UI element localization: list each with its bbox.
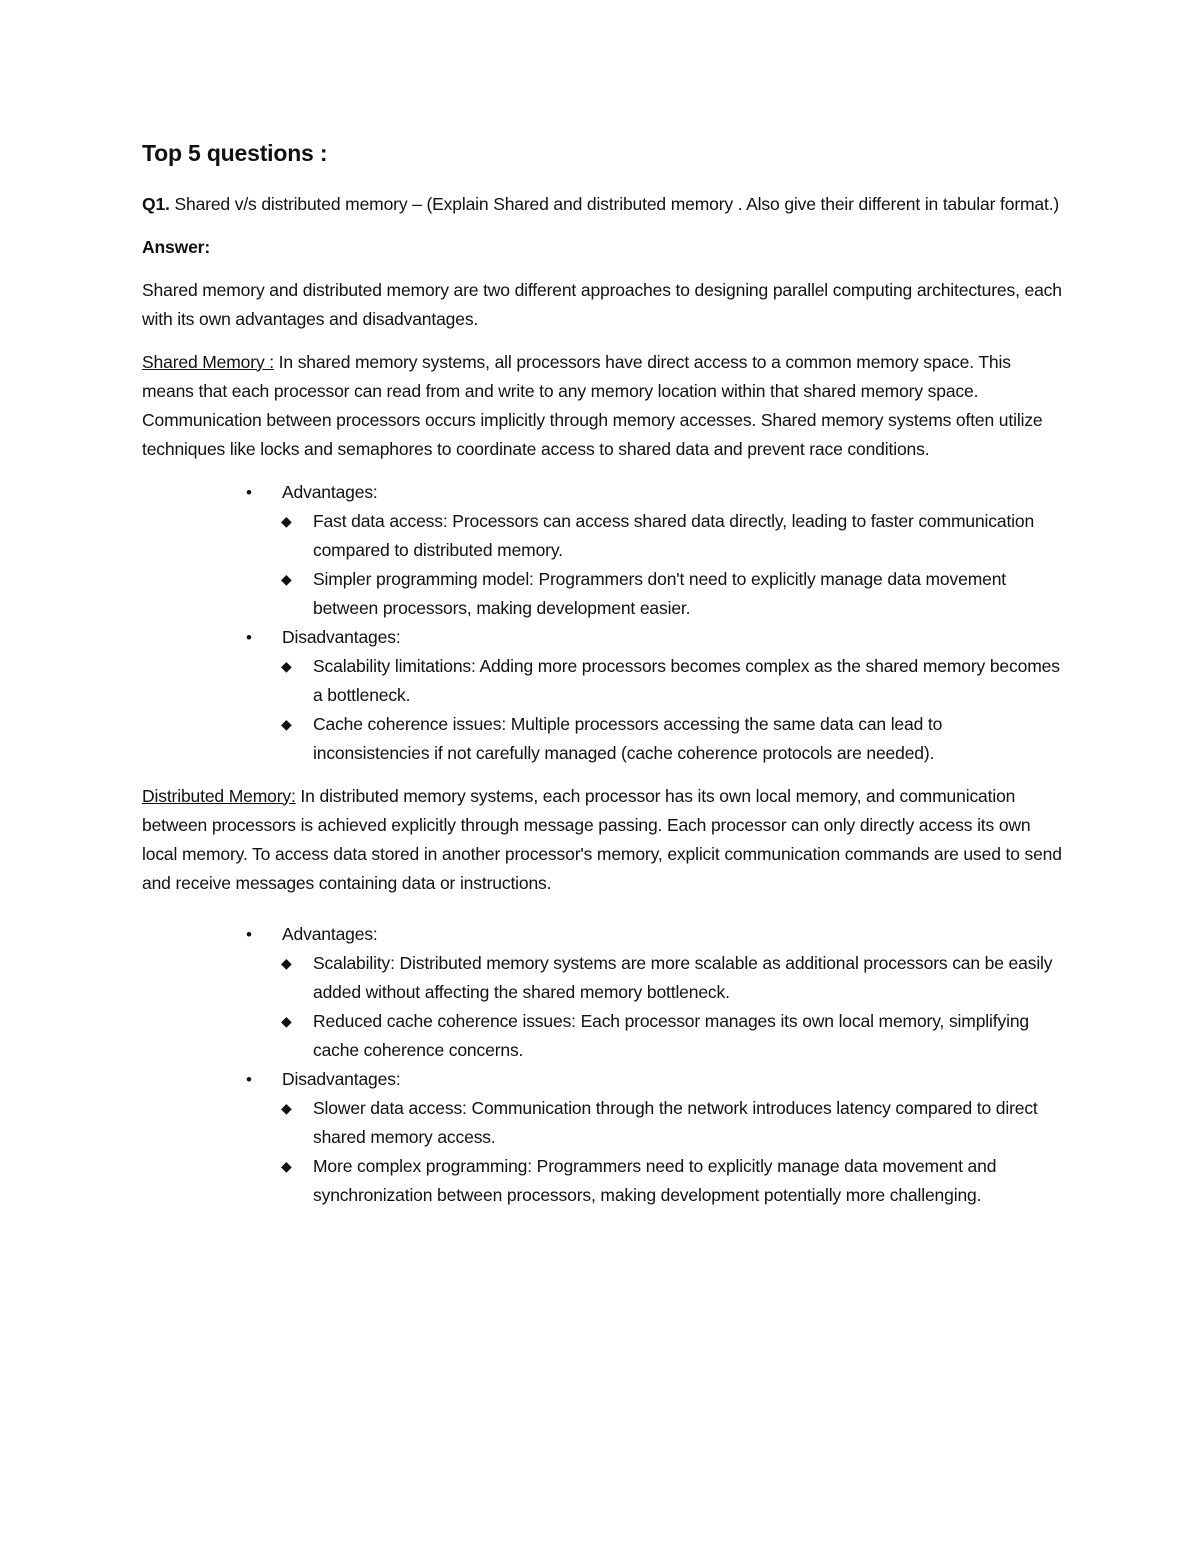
answer-label: Answer: xyxy=(142,236,210,257)
distributed-memory-body: In distributed memory systems, each processor has its own local memory, and communication between processors is achieved explicitly through message passing. Each processor can only directly access its own local memory. To access data stored in another processor's memory, explicit communication commands are used to send and receive messages containing data or instructions. xyxy=(142,785,1062,893)
document-page xyxy=(142,140,1062,1224)
advantages-label: Advantages: xyxy=(282,481,378,502)
bullet-icon: • xyxy=(246,627,252,647)
diamond-bullet-icon: ◆ xyxy=(281,1012,292,1029)
list-item xyxy=(142,623,1062,768)
document-title: Top 5 questions : xyxy=(142,140,328,166)
bullet-icon: • xyxy=(246,1069,252,1089)
list-item-text: Slower data access: Communication through the network introduces latency compared to direct shared memory access. xyxy=(313,1097,1038,1147)
distributed-memory-paragraph xyxy=(142,782,1062,898)
intro-paragraph: Shared memory and distributed memory are two different approaches to designing parallel computing architectures, each with its own advantages and disadvantages. xyxy=(142,279,1062,329)
advantages-label: Advantages: xyxy=(282,923,378,944)
list-item xyxy=(142,920,1062,1065)
diamond-bullet-icon: ◆ xyxy=(281,1099,292,1116)
list-item xyxy=(278,710,1062,768)
shared-memory-body: In shared memory systems, all processors have direct access to a common memory space. This means that each processor can read from and write to any memory location within that shared memory space. Communication between processors occurs implicitly through memory accesses. Shared memory systems often utilize techniques like locks and semaphores to coordinate access to shared data and prevent race conditions. xyxy=(142,351,1043,459)
list-item-text: Reduced cache coherence issues: Each processor manages its own local memory, simplifying cache coherence concerns. xyxy=(313,1010,1029,1060)
diamond-bullet-icon: ◆ xyxy=(281,570,292,587)
list-item-text: Scalability limitations: Adding more processors becomes complex as the shared memory becomes a bottleneck. xyxy=(313,655,1060,705)
shared-memory-list xyxy=(142,478,1062,768)
list-item xyxy=(278,507,1062,565)
list-item xyxy=(278,1094,1062,1152)
disadvantages-label: Disadvantages: xyxy=(282,1068,401,1089)
list-item xyxy=(278,565,1062,623)
question-number: Q1. xyxy=(142,193,170,214)
diamond-bullet-icon: ◆ xyxy=(281,657,292,674)
diamond-bullet-icon: ◆ xyxy=(281,1157,292,1174)
disadvantages-label: Disadvantages: xyxy=(282,626,401,647)
question-paragraph xyxy=(142,190,1062,219)
shared-memory-paragraph xyxy=(142,348,1062,464)
list-item xyxy=(278,1007,1062,1065)
distributed-memory-heading: Distributed Memory: xyxy=(142,785,296,806)
list-item xyxy=(142,478,1062,623)
list-item xyxy=(278,949,1062,1007)
diamond-bullet-icon: ◆ xyxy=(281,512,292,529)
list-item-text: More complex programming: Programmers need to explicitly manage data movement and synchronization between processors, making development potentially more challenging. xyxy=(313,1155,997,1205)
bullet-icon: • xyxy=(246,924,252,944)
list-item-text: Scalability: Distributed memory systems are more scalable as additional processors can be easily added without affecting the shared memory bottleneck. xyxy=(313,952,1053,1002)
list-item xyxy=(142,1065,1062,1210)
diamond-bullet-icon: ◆ xyxy=(281,715,292,732)
diamond-bullet-icon: ◆ xyxy=(281,954,292,971)
question-text: Shared v/s distributed memory – (Explain Shared and distributed memory . Also give their different in tabular format.) xyxy=(169,193,1060,214)
list-item-text: Cache coherence issues: Multiple processors accessing the same data can lead to inconsistencies if not carefully managed (cache coherence protocols are needed). xyxy=(313,713,943,763)
list-item xyxy=(278,652,1062,710)
list-item-text: Simpler programming model: Programmers don't need to explicitly manage data movement between processors, making development easier. xyxy=(313,568,1007,618)
bullet-icon: • xyxy=(246,482,252,502)
list-item-text: Fast data access: Processors can access shared data directly, leading to faster communication compared to distributed memory. xyxy=(313,510,1035,560)
shared-memory-heading: Shared Memory : xyxy=(142,351,274,372)
list-item xyxy=(278,1152,1062,1210)
distributed-memory-list xyxy=(142,920,1062,1210)
